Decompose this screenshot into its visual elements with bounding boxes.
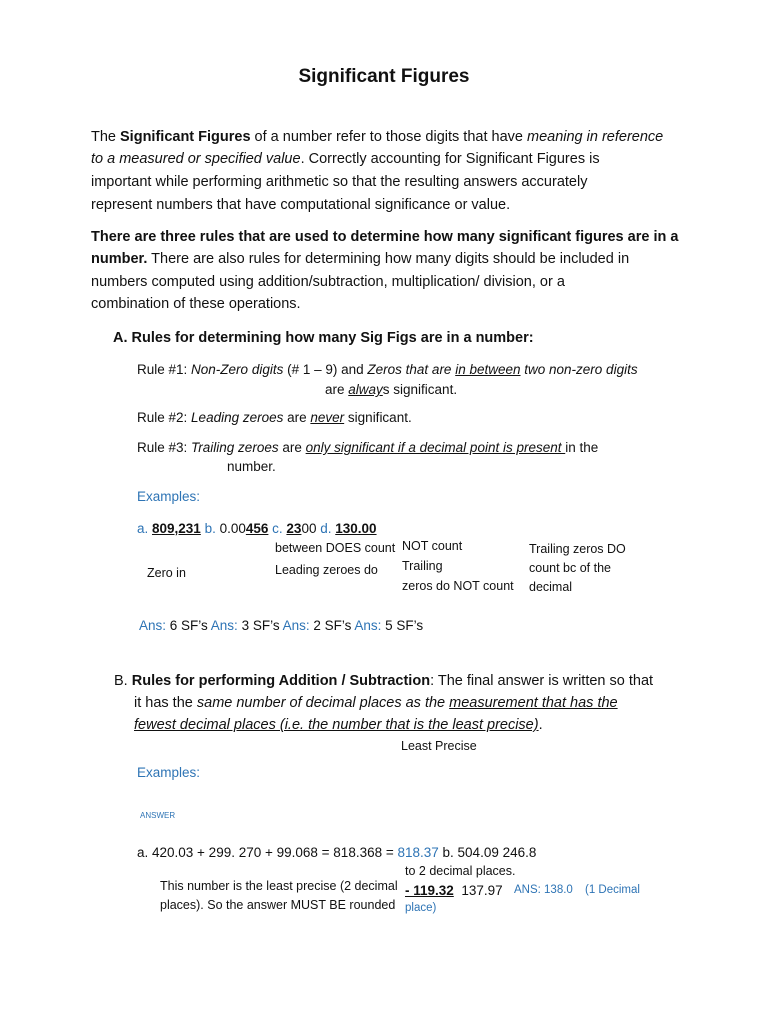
note-count-bc: count bc of the: [529, 561, 612, 575]
rules-intro-line-1: There are three rules that are used to determine how many significant figures are in a: [91, 229, 679, 245]
decimal-note-1: (1 Decimal: [585, 884, 640, 896]
note-trailing: Trailing: [402, 559, 443, 573]
section-b-line-2: it has the same number of decimal places as the measurement that has the: [134, 695, 618, 711]
intro-line-2: to a measured or specified value. Correctly accounting for Significant Figures is: [91, 151, 600, 167]
equation-a: a. 420.03 + 299. 270 + 99.068 = 818.368 = 818.37 b. 504.09 246.8: [137, 845, 537, 860]
rules-intro-line-3: numbers computed using addition/subtraction, multiplication/ division, or a: [91, 274, 565, 290]
rule-3: Rule #3: Trailing zeroes are only significant if a decimal point is present in the: [137, 440, 599, 455]
to-two-decimal-places: to 2 decimal places.: [405, 864, 516, 878]
examples-a-label: Examples:: [137, 489, 201, 504]
decimal-note-2: place): [405, 902, 437, 914]
least-precise-note-2: places). So the answer MUST BE rounded: [160, 898, 396, 912]
intro-line-3: important while performing arithmetic so that the resulting answers accurately: [91, 174, 588, 190]
note-trailing-zeros: Trailing zeros DO: [529, 542, 626, 556]
section-b-heading: B. Rules for performing Addition / Subtraction: The final answer is written so that: [114, 673, 654, 689]
section-b-line-3: fewest decimal places (i.e. the number that is the least precise).: [134, 717, 543, 733]
page-title: Significant Figures: [298, 66, 470, 87]
rules-intro-line-2: number. There are also rules for determining how many digits should be included in: [91, 251, 630, 267]
note-zero-in: Zero in: [147, 566, 186, 580]
answer-b: ANS: 138.0: [514, 884, 573, 896]
note-leading: Leading zeroes do: [275, 563, 378, 577]
subtraction-row: - 119.32 137.97: [405, 883, 503, 898]
answer-label: ANSWER: [140, 811, 176, 820]
note-zeros-do: zeros do NOT count: [402, 579, 514, 593]
note-between: between DOES count: [275, 541, 396, 555]
examples-b-label: Examples:: [137, 765, 201, 780]
rule-1-line-2: are always significant.: [325, 382, 458, 397]
rule-2: Rule #2: Leading zeroes are never significant.: [137, 410, 412, 425]
least-precise-label: Least Precise: [401, 739, 477, 753]
rule-3-line-2: number.: [227, 459, 276, 474]
note-not-count: NOT count: [402, 539, 463, 553]
intro-line-1: The Significant Figures of a number refer to those digits that have meaning in reference: [91, 129, 664, 145]
least-precise-note-1: This number is the least precise (2 decimal: [160, 879, 398, 893]
examples-a-values: a. 809,231 b. 0.00456 c. 2300 d. 130.00: [137, 521, 377, 536]
note-decimal: decimal: [529, 580, 573, 594]
rule-1: Rule #1: Non-Zero digits (# 1 – 9) and Zeros that are in between two non-zero digits: [137, 362, 638, 377]
section-a-heading: A. Rules for determining how many Sig Figs are in a number:: [113, 330, 534, 346]
intro-line-4: represent numbers that have computational significance or value.: [91, 197, 511, 213]
answers-a: Ans: 6 SF’s Ans: 3 SF’s Ans: 2 SF’s Ans: 5 SF’s: [139, 618, 424, 633]
rules-intro-line-4: combination of these operations.: [91, 296, 301, 312]
